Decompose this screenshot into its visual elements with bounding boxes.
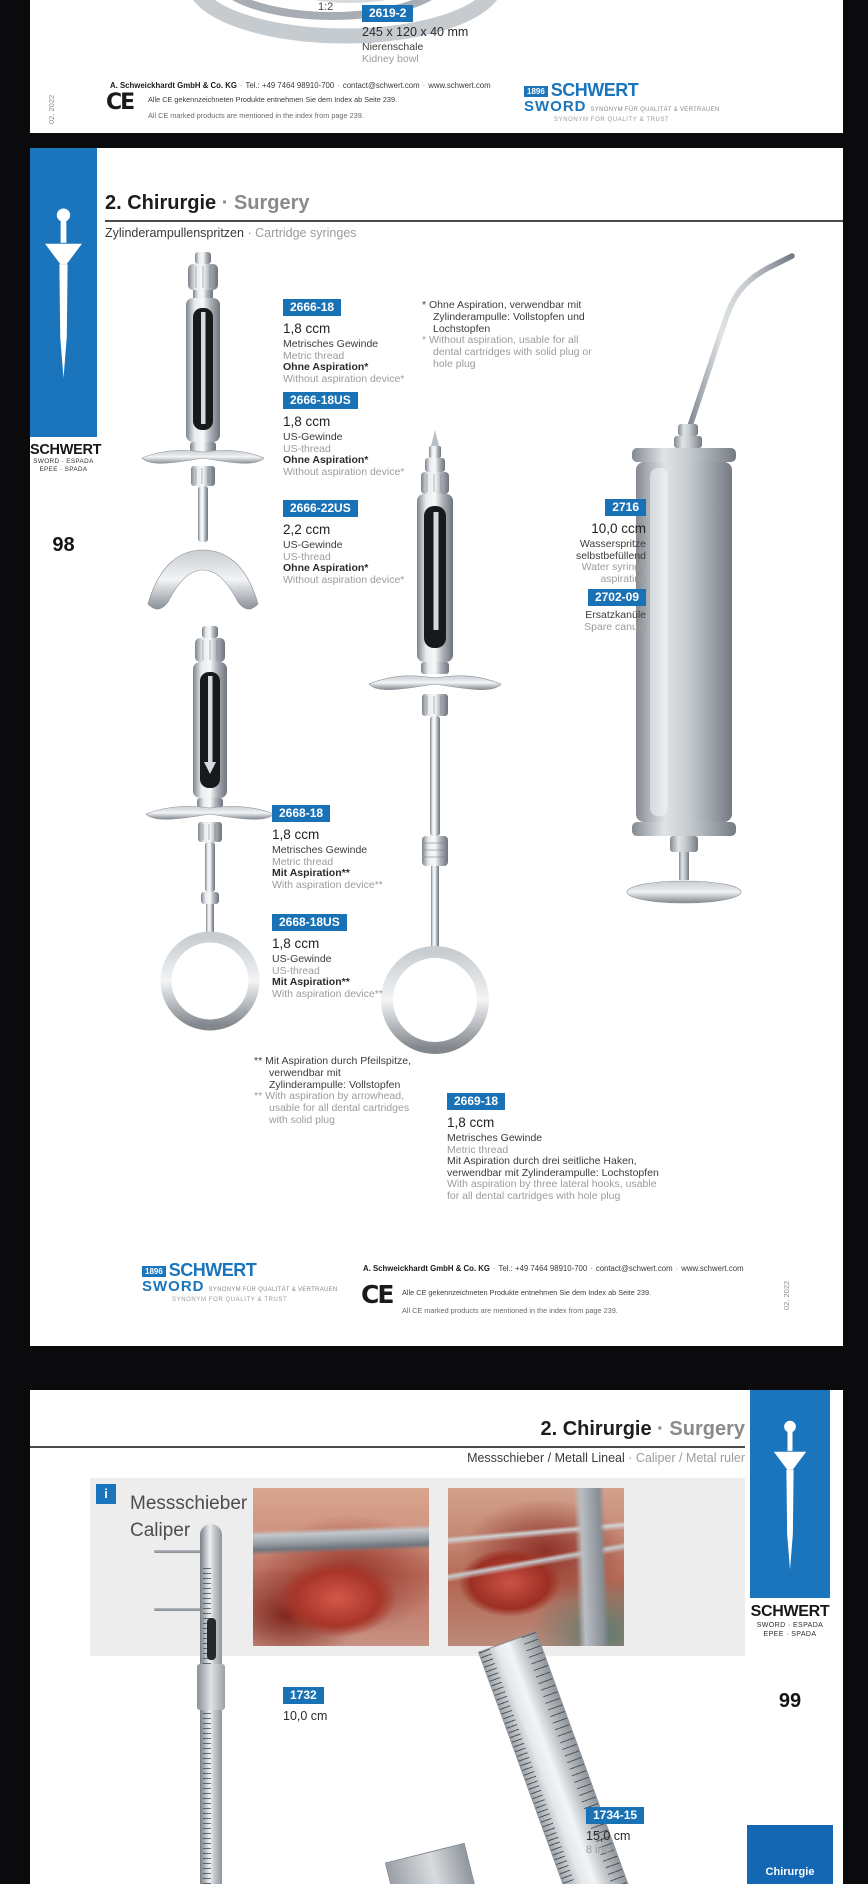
info-title [130,1490,247,1544]
ce-note-en: All CE marked products are mentioned in the index from page 239. [148,110,364,120]
sidebar-brand-text [30,442,102,474]
company-website[interactable]: www.schwert.com [681,1264,744,1273]
product-code-badge: 2669-18 [447,1093,505,1110]
product-volume: 1,8 ccm [447,1115,495,1130]
product-2716 [458,498,646,585]
asterisk-note [422,300,598,371]
feature-de: Mit Aspiration durch drei seitliche Haken, verwendbar mit Zylinderampulle: Lochstopfen [447,1155,659,1179]
page-number: 98 [52,534,75,556]
header-rule [105,220,843,222]
brand-name: SCHWERT [550,80,639,100]
company-email[interactable]: contact@schwert.com [595,1264,673,1273]
feature-en: Without aspiration device* [283,372,405,385]
product-2666-18US [283,391,404,478]
product-volume: 1,8 ccm [272,936,320,951]
product-size: 10,0 cm [283,1709,328,1723]
caliper-window [207,1618,216,1660]
ce-note-de: Alle CE gekennzeichneten Produkte entnehmen Sie dem Index ab Seite 239. [148,95,398,104]
product-2669-18 [447,1092,671,1202]
ce-notes [148,92,397,123]
thread-en: US-thread [272,964,320,977]
thread-de: Metrisches Gewinde [447,1132,543,1144]
thread-de: US-Gewinde [283,431,343,443]
product-code-badge: 2716 [605,499,646,516]
product-volume: 2,2 ccm [283,522,331,537]
name-en-line2: aspirating [600,572,646,585]
ruler-end-piece-image [385,1843,477,1884]
thread-en: Metric thread [272,855,334,868]
product-volume: 1,8 ccm [283,414,331,429]
company-name: A. Schweickhardt GmbH & Co. KG [363,1264,490,1273]
cartridge-syringe-image-2668 [140,626,280,1038]
product-size-inch: 8 inch [586,1844,616,1856]
brand-alt-name: SWORD [524,98,587,115]
sidebar-brand-bar [30,148,97,437]
sidebar-brand-line2: SWORD · ESPADA [33,458,94,465]
feature-de: Mit Aspiration** [272,976,350,988]
page-98 [30,148,843,1346]
note-marker: * [422,299,427,311]
product-1732 [283,1686,327,1724]
sidebar-brand-line2: SWORD · ESPADA [756,1622,824,1629]
name-de-line1: Wasserspritze [579,538,646,550]
thread-de: US-Gewinde [272,953,332,965]
section-title: Zylinderampullenspritzen · Cartridge syringes [105,226,357,240]
company-phone: Tel.: +49 7464 98910-700 [245,81,335,90]
info-title-de: Messschieber [130,1493,248,1514]
brand-name: SCHWERT [168,1260,257,1280]
thread-en: Metric thread [447,1143,509,1156]
info-icon: i [96,1484,116,1504]
product-2666-22US [283,499,404,586]
chapter-title-de: 2. Chirurgie [540,1418,652,1440]
thread-de: US-Gewinde [283,539,343,551]
chapter-tab-label: Chirurgie [765,1866,815,1878]
name-de: Ersatzkanüle [585,609,646,621]
ce-notes [402,1284,651,1320]
product-2668-18US [272,913,383,1000]
page-fragment-top [30,0,843,133]
product-volume: 1,8 ccm [272,827,320,842]
section-title-en: Cartridge syringes [255,226,357,240]
caliper-pin-upper [154,1550,204,1553]
ce-mark-icon: CE [361,1280,393,1309]
product-code-badge: 1732 [283,1687,324,1704]
feature-en: With aspiration device** [272,878,383,891]
brand-tagline-en: SYNONYM FOR QUALITY & TRUST [554,117,670,123]
product-volume: 10,0 ccm [591,521,646,536]
product-code-badge: 2666-22US [283,500,358,517]
company-name: A. Schweickhardt GmbH & Co. KG [110,81,237,90]
sword-icon [772,1402,808,1588]
ce-mark-icon: CE [106,90,134,115]
product-2668-18 [272,804,383,891]
company-contact-row: A. Schweickhardt GmbH & Co. KG · Tel.: +49 7464 98910-700 · contact@schwert.com · www.schwert.com [110,81,491,90]
section-title: Messschieber / Metall Lineal · Caliper / Metal ruler [467,1451,745,1465]
feature-en: With aspiration device** [272,987,383,1000]
ce-note-de: Alle CE gekennzeichneten Produkte entnehmen Sie dem Index ab Seite 239. [402,1288,652,1297]
brand-alt-name: SWORD [142,1278,205,1295]
sidebar-brand-name: SCHWERT [30,442,102,458]
sidebar-brand-line3: EPEE · SPADA [39,466,88,473]
product-volume: 1,8 ccm [283,321,331,336]
brand-logo [524,80,720,123]
page-number: 99 [778,1690,802,1712]
clinical-photo-1 [253,1488,429,1646]
brand-year-badge: 1896 [524,86,548,97]
company-website[interactable]: www.schwert.com [428,81,491,90]
page-99 [30,1390,843,1884]
edition-label: 02. 2022 [47,94,56,124]
note-marker: ** [254,1055,263,1067]
product-name-de: Nierenschale [362,41,424,53]
feature-de: Ohne Aspiration* [283,562,369,574]
product-code-badge: 2668-18US [272,914,347,931]
product-code-badge: 1734-15 [586,1807,644,1824]
brand-year-badge: 1896 [142,1266,166,1277]
info-title-en: Caliper [130,1520,191,1541]
company-contact-row: A. Schweickhardt GmbH & Co. KG · Tel.: +49 7464 98910-700 · contact@schwert.com · www.schwert.com [363,1264,744,1273]
thread-de: Metrisches Gewinde [272,844,368,856]
caliper-slider [197,1664,225,1710]
feature-de: Mit Aspiration** [272,867,350,879]
brand-tagline-de: SYNONYM FÜR QUALITÄT & VERTRAUEN [208,1287,338,1293]
feature-de: Ohne Aspiration* [283,454,369,466]
metal-ruler-image [478,1631,681,1884]
product-2666-18 [283,298,404,385]
note-text-de: Ohne Aspiration, verwendbar mit Zylinderampulle: Vollstopfen und Lochstopfen [429,299,585,335]
sidebar-brand-text [744,1603,836,1639]
chapter-title: 2. Chirurgie · Surgery [540,1418,745,1440]
header-rule [30,1446,745,1448]
name-en-line1: Water syringe [581,561,646,573]
brand-logo [142,1260,338,1303]
product-code-badge: 2702-09 [588,589,646,606]
name-de-line2: selbstbefüllend [575,549,646,562]
feature-de: Ohne Aspiration* [283,361,369,373]
note-text-en: With aspiration by arrowhead, usable for all dental cartridges with solid plug [265,1090,410,1126]
sidebar-brand-bar [750,1390,830,1598]
product-2702-09 [458,588,646,633]
feature-en: With aspiration by three lateral hooks, usable for all dental cartridges with hole plug [447,1178,657,1202]
caliper-pin-lower [154,1608,204,1611]
name-en: Spare canula [584,620,646,633]
thread-en: Metric thread [283,349,345,362]
section-title-de: Zylinderampullenspritzen [105,226,244,240]
company-email[interactable]: contact@schwert.com [342,81,420,90]
brand-tagline-de: SYNONYM FÜR QUALITÄT & VERTRAUEN [590,107,720,113]
cartridge-syringe-image-2666 [138,252,268,624]
product-name-en: Kidney bowl [362,53,419,65]
note-marker: ** [254,1090,263,1103]
note-marker: * [422,334,427,347]
feature-en: Without aspiration device* [283,465,405,478]
note-text-de: Mit Aspiration durch Pfeilspitze, verwendbar mit Zylinderampulle: Vollstopfen [265,1055,412,1091]
sword-icon [43,170,84,416]
product-size: 245 x 120 x 40 mm [362,25,469,39]
brand-tagline-en: SYNONYM FOR QUALITY & TRUST [172,1297,288,1303]
thread-en: US-thread [283,442,331,455]
double-asterisk-note [254,1056,416,1127]
section-title-de: Messschieber / Metall Lineal [467,1451,625,1465]
thread-de: Metrisches Gewinde [283,338,379,350]
chapter-title-en: Surgery [233,192,310,214]
thread-en: US-thread [283,550,331,563]
feature-en: Without aspiration device* [283,573,405,586]
chapter-title: 2. Chirurgie · Surgery [105,192,310,214]
sidebar-brand-line3: EPEE · SPADA [763,1631,817,1638]
clinical-photo-2 [448,1488,624,1646]
product-code-badge: 2668-18 [272,805,330,822]
chapter-title-de: 2. Chirurgie [105,192,217,214]
product-code-badge: 2666-18 [283,299,341,316]
scale-ratio: 1:2 [318,1,334,13]
product-size: 15,0 cm [586,1829,631,1843]
product-1734-15 [586,1806,644,1857]
company-phone: Tel.: +49 7464 98910-700 [498,1264,588,1273]
ce-note-en: All CE marked products are mentioned in the index from page 239. [402,1306,618,1315]
chapter-tab[interactable] [747,1825,833,1884]
section-title-en: Caliper / Metal ruler [635,1451,745,1465]
note-text-en: Without aspiration, usable for all dental cartridges with solid plug or hole plug [429,334,592,370]
chapter-title-en: Surgery [669,1418,745,1440]
sidebar-brand-name: SCHWERT [750,1603,830,1620]
edition-label: 02. 2022 [782,1280,791,1310]
product-code-badge: 2619-2 [362,5,413,22]
product-code-badge: 2666-18US [283,392,358,409]
